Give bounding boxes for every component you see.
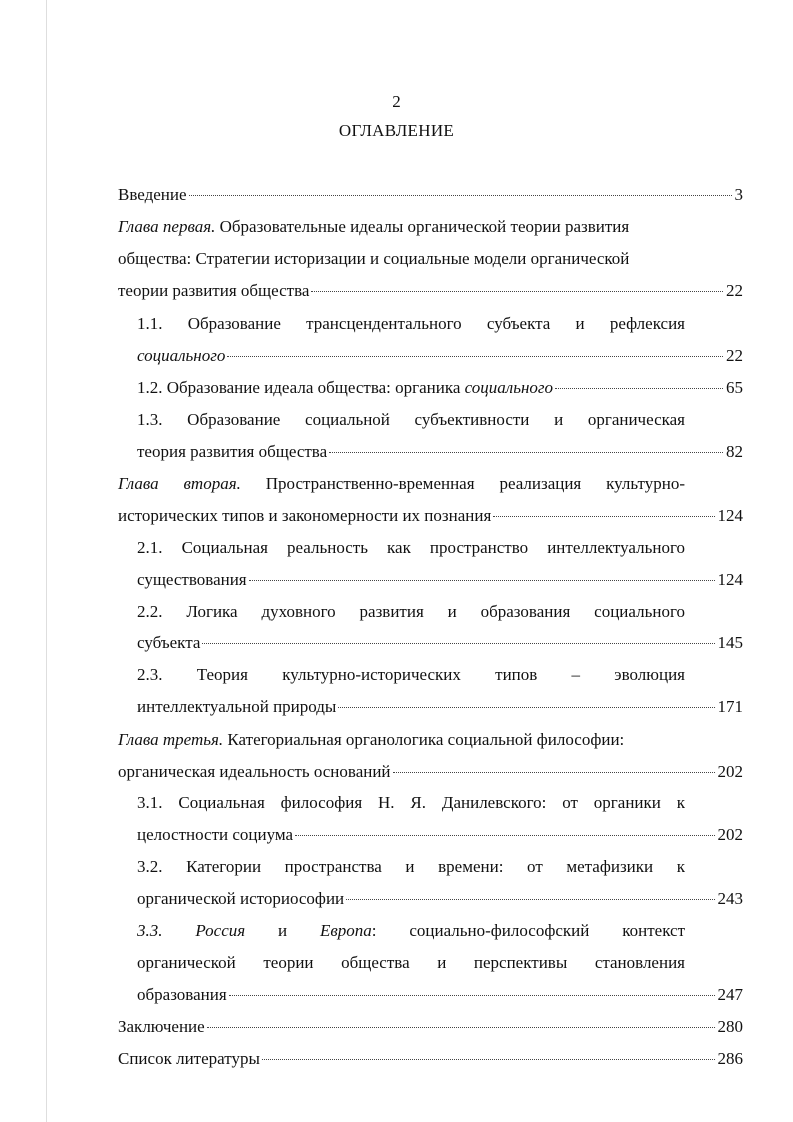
dot-leader xyxy=(262,1059,715,1060)
chapter-label: Глава первая. xyxy=(118,217,216,236)
toc-section-1-1-line-1[interactable] xyxy=(137,313,685,335)
toc-section-2-2-line-1[interactable] xyxy=(137,601,685,623)
toc-entry-title: Категориальная органологика социальной философии: xyxy=(227,730,625,749)
toc-entry-title: 3.2. Категории пространства и времени: от метафизики к xyxy=(137,857,685,876)
toc-chapter-3-line-1[interactable] xyxy=(118,729,685,751)
toc-page-number: 22 xyxy=(726,281,743,300)
dot-leader xyxy=(346,899,714,900)
scan-edge xyxy=(46,0,47,1122)
toc-section-1-3-line-1[interactable] xyxy=(137,409,685,431)
toc-section-2-1-line-2[interactable] xyxy=(137,569,743,591)
toc-entry-title: интеллектуальной природы xyxy=(137,697,337,716)
toc-entry-title: и xyxy=(278,921,288,940)
dot-leader xyxy=(189,195,732,196)
toc-section-2-1-line-1[interactable] xyxy=(137,537,685,559)
toc-entry-title: Пространственно-временная реализация культурно- xyxy=(265,474,685,493)
chapter-label: Глава вторая. xyxy=(118,474,241,493)
toc-entry-title: субъекта xyxy=(137,633,201,652)
toc-section-2-3-line-1[interactable] xyxy=(137,664,685,686)
toc-section-3-1-line-1[interactable] xyxy=(137,792,685,814)
chapter-label: Глава третья. xyxy=(118,730,224,749)
toc-entry-conclusion[interactable] xyxy=(118,1016,743,1038)
toc-entry-title: 1.3. Образование социальной субъективности и органическая xyxy=(137,410,685,429)
toc-page-number: 145 xyxy=(717,633,743,652)
toc-section-3-2-line-1[interactable] xyxy=(137,856,685,878)
toc-section-3-2-line-2[interactable] xyxy=(137,888,743,910)
toc-chapter-3-line-2[interactable] xyxy=(118,761,743,783)
toc-entry-title: 1.1. Образование трансцендентального субъекта и рефлексия xyxy=(137,314,685,333)
toc-page-number: 3 xyxy=(734,185,743,204)
toc-entry-title: общества: Стратегии историзации и социальные модели органической xyxy=(118,249,630,268)
toc-page-number: 247 xyxy=(717,985,743,1004)
toc-page-number: 202 xyxy=(717,762,743,781)
toc-chapter-2-line-2[interactable] xyxy=(118,505,743,527)
toc-section-3-3-line-1[interactable] xyxy=(137,920,685,942)
toc-page-number: 243 xyxy=(717,889,743,908)
toc-entry-title: Введение xyxy=(118,185,187,204)
toc-entry-title: социального xyxy=(137,346,226,365)
toc-page-number: 124 xyxy=(717,506,743,525)
dot-leader xyxy=(311,291,723,292)
page-number: 2 xyxy=(392,92,401,111)
dot-leader xyxy=(227,356,723,357)
toc-entry-title: существования xyxy=(137,570,247,589)
toc-section-3-3-line-2[interactable] xyxy=(137,952,685,974)
toc-entry-bibliography[interactable] xyxy=(118,1048,743,1070)
toc-section-1-2[interactable] xyxy=(137,377,743,399)
toc-entry-title: органическая идеальность оснований xyxy=(118,762,391,781)
toc-page-number: 82 xyxy=(726,442,743,461)
toc-section-3-3-line-3[interactable] xyxy=(137,984,743,1006)
dot-leader xyxy=(493,516,714,517)
toc-entry-title: 2.3. Теория культурно-исторических типов – эволюция xyxy=(137,665,685,684)
toc-chapter-2-line-1[interactable] xyxy=(118,473,685,495)
toc-section-1-1-line-2[interactable] xyxy=(137,345,743,367)
toc-chapter-1-line-1[interactable] xyxy=(118,216,685,238)
page-title: ОГЛАВЛЕНИЕ xyxy=(338,121,455,140)
toc-section-2-3-line-2[interactable] xyxy=(137,696,743,718)
dot-leader xyxy=(202,643,714,644)
toc-page-number: 280 xyxy=(717,1017,743,1036)
dot-leader xyxy=(393,772,715,773)
toc-page-number: 124 xyxy=(717,570,743,589)
toc-entry-title: Образовательные идеалы органической теории развития xyxy=(219,217,630,236)
toc-entry-introduction[interactable] xyxy=(118,184,743,206)
toc-chapter-1-line-2[interactable] xyxy=(118,248,685,270)
toc-chapter-1-line-3[interactable] xyxy=(118,280,743,302)
toc-entry-title: 3.1. Социальная философия Н. Я. Данилевского: от органики к xyxy=(137,793,685,812)
toc-page-number: 202 xyxy=(717,825,743,844)
toc-entry-title: исторических типов и закономерности их познания xyxy=(118,506,492,525)
toc-entry-title: Россия xyxy=(195,921,246,940)
toc-page-number: 65 xyxy=(726,378,743,397)
section-number: 3.3. xyxy=(137,921,163,940)
toc-entry-title: теории развития общества xyxy=(118,281,310,300)
dot-leader xyxy=(555,388,723,389)
toc-entry-title: органической историософии xyxy=(137,889,345,908)
dot-leader xyxy=(207,1027,715,1028)
dot-leader xyxy=(249,580,715,581)
toc-entry-title: 2.2. Логика духовного развития и образования социального xyxy=(137,602,685,621)
toc-entry-title: органической теории общества и перспективы становления xyxy=(137,953,685,972)
toc-entry-title: 1.2. Образование идеала общества: органика социального xyxy=(137,378,554,397)
dot-leader xyxy=(295,835,714,836)
toc-entry-title: Европа: социально-философский контекст xyxy=(320,921,686,940)
toc-page-number: 286 xyxy=(717,1049,743,1068)
toc-entry-title: 2.1. Социальная реальность как пространство интеллектуального xyxy=(137,538,685,557)
dot-leader xyxy=(329,452,723,453)
toc-section-1-3-line-2[interactable] xyxy=(137,441,743,463)
toc-section-2-2-line-2[interactable] xyxy=(137,632,743,654)
dot-leader xyxy=(338,707,714,708)
toc-page-number: 171 xyxy=(717,697,743,716)
toc-section-3-1-line-2[interactable] xyxy=(137,824,743,846)
toc-entry-title: целостности социума xyxy=(137,825,294,844)
toc-entry-title: образования xyxy=(137,985,227,1004)
toc-entry-title: Список литературы xyxy=(118,1049,260,1068)
toc-entry-title: Заключение xyxy=(118,1017,205,1036)
toc-page-number: 22 xyxy=(726,346,743,365)
toc-entry-title: теория развития общества xyxy=(137,442,328,461)
dot-leader xyxy=(229,995,715,996)
